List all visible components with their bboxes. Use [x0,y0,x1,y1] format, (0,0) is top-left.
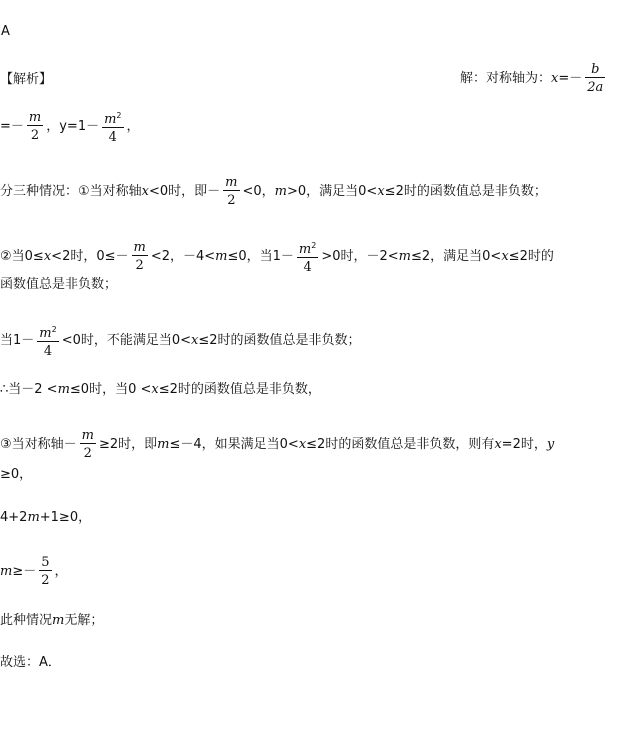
fraction-m2-over-4 [37,322,58,359]
numerator: m [225,175,238,190]
text: ≥2时，即 [98,437,158,452]
final-answer-line: 故选：A． [0,655,61,670]
var-m: m [215,249,228,264]
var-m: m [104,112,117,127]
denominator: 4 [303,260,312,275]
fraction-m-over-2 [132,240,148,273]
var-m: m [27,510,40,525]
text: ≤2时的函数值总是非负数； [384,184,547,199]
axis-formula-line [460,62,608,95]
no-solution-line [0,614,103,627]
numerator: m [133,240,146,255]
exponent: 2 [311,241,317,250]
text: ≤0，当1－ [227,249,294,264]
text: 解：对称轴为： [460,71,552,86]
text: =－ [0,119,24,134]
fraction-m-over-2 [223,175,239,208]
text: ≤－4，如果满足当0< [169,437,299,452]
exponent: 2 [116,111,122,120]
numerator [102,108,123,128]
case-one-line [0,175,547,208]
fraction-m2-over-4 [297,238,318,275]
text: ≤2时的 [508,249,554,264]
numerator: 5 [41,555,50,570]
fraction-m-over-2 [80,428,96,461]
text: <0， [242,184,275,199]
text: ③当对称轴－ [0,437,77,452]
denominator: 2 [30,128,40,143]
denominator: 2 [135,258,144,273]
text: ， [54,564,68,579]
denominator: 4 [43,344,53,359]
text: <0时，不能满足当0< [61,333,192,348]
var-m: m [0,564,13,579]
var-x: x [551,71,559,86]
analysis-heading: 【解析】 [0,72,53,87]
var-m: m [52,613,65,628]
text: >0，满足当0< [287,184,378,199]
var-x: x [501,249,509,264]
inequality-line [0,511,91,524]
case-two-line [0,238,554,275]
denominator: 4 [108,130,117,145]
answer-letter: A [1,24,10,39]
text: >0时，－2< [321,249,399,264]
text: ∴当－2 < [0,382,58,397]
var-x: x [377,184,385,199]
axis-result-line [0,108,140,145]
var-x: x [191,333,199,348]
var-x: x [141,184,149,199]
var-x: x [43,249,52,264]
exponent: 2 [51,325,57,334]
text: <0时，即－ [149,184,221,199]
denominator: 2 [41,573,50,588]
var-x: x [298,437,307,452]
denominator: 2a [587,80,604,95]
denominator: 2 [227,193,236,208]
numerator: b [585,62,605,78]
var-m: m [298,242,312,257]
text: ≤2时的函数值总是非负数； [198,333,361,348]
text: ≤2时的函数值总是非负数，则有 [306,437,495,452]
numerator [37,322,58,342]
var-m: m [57,382,70,397]
text: 分三种情况：①当对称轴 [0,184,142,199]
text: <2，－4< [150,249,216,264]
var-m: m [157,437,170,452]
text: 此种情况 [0,613,53,628]
var-y: y [546,437,555,452]
var-m: m [398,249,411,264]
text: ≤2时的函数值总是非负数， [158,382,321,397]
text: ， [126,119,140,134]
numerator: m [28,110,42,125]
text: 4+2 [0,510,28,525]
case-two-conclusion-line [0,383,321,396]
fraction-m-over-2 [27,110,43,143]
text: ②当0≤ [0,249,44,264]
denominator: 2 [83,446,92,461]
text: <2时，0≤－ [51,249,129,264]
fraction-5-over-2 [39,555,51,588]
text: ≤0时，当0 < [69,382,152,397]
case-two-negative-line [0,322,361,359]
fraction-b-over-2a [585,62,605,95]
var-x: x [151,382,159,397]
case-three-line [0,428,554,461]
var-x: x [494,437,502,452]
var-m: m [39,326,52,341]
text: 当1－ [0,333,35,348]
case-two-continuation: 函数值总是非负数； [0,277,118,292]
var-m: m [274,184,287,199]
text: 无解； [64,613,104,628]
text: ，y=1－ [46,119,100,134]
numerator: m [81,428,94,443]
case-three-continuation: ≥0， [0,467,33,482]
fraction-m2-over-4 [102,108,123,145]
solution-line [0,555,68,588]
text: =2时， [501,437,547,452]
text: =－ [558,71,583,86]
text: ≥－ [12,564,37,579]
numerator [297,238,318,258]
text: +1≥0， [39,510,92,525]
text: ≤2，满足当0< [411,249,502,264]
